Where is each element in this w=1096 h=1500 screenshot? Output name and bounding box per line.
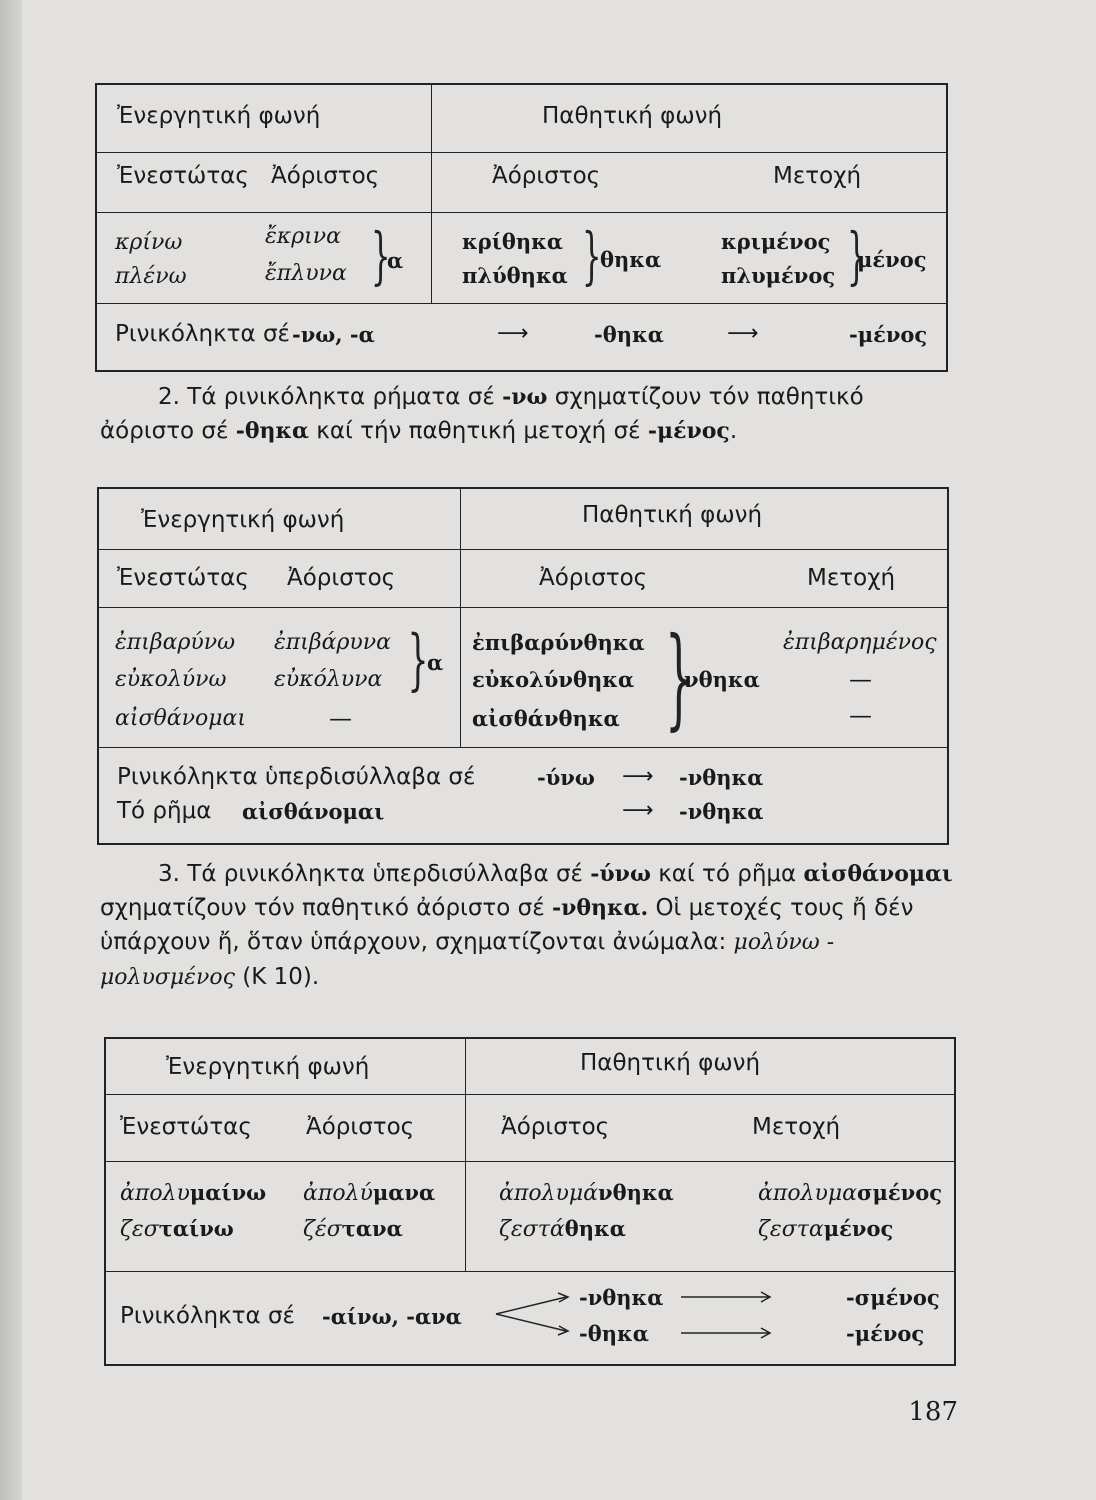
aorist-passive-ending: θηκα [600, 247, 662, 272]
col-aorist-passive: Ἀόριστος [501, 1114, 610, 1140]
passive-voice-header: Παθητική φωνή [542, 103, 723, 129]
present-form: κρίνω [115, 230, 183, 255]
active-voice-header: Ἐνεργητική φωνή [117, 103, 321, 129]
aorist-passive-ending: νθηκα [684, 667, 760, 692]
brace-icon: } [407, 621, 429, 698]
aorist-active-form: ζέστανα [303, 1216, 403, 1242]
table-1 [95, 83, 948, 372]
rule-participle: -μένος [846, 1321, 925, 1346]
passive-voice-header: Παθητική φωνή [580, 1050, 761, 1076]
paragraph-bold: -θηκα [235, 418, 309, 444]
col-participle: Μετοχή [752, 1114, 841, 1140]
col-participle: Μετοχή [773, 163, 862, 189]
fork-arrow-icon [496, 1291, 576, 1335]
paragraph-number: 3. [158, 861, 180, 887]
aorist-passive-form: εὐκολύνθηκα [472, 667, 635, 692]
present-form: εὐκολύνω [115, 667, 227, 692]
col-aorist-passive: Ἀόριστος [539, 565, 648, 591]
participle-form: — [849, 667, 872, 693]
paragraph-text: καί τό ρῆμα [658, 861, 797, 887]
brace-icon: } [665, 613, 693, 741]
rule-aorist: -θηκα [594, 322, 664, 347]
arrow-right-icon [681, 1291, 773, 1303]
participle-ending: μένος [857, 247, 927, 272]
paragraph-2 [100, 380, 955, 448]
rule-aorist: -νθηκα [579, 1285, 664, 1310]
paragraph-text: Τά ρινικόληκτα ρήματα σέ [187, 384, 495, 410]
aorist-active-form: ἔπλυνα [265, 261, 347, 286]
paragraph-bold: -ύνω [590, 861, 651, 887]
participle-form: πλυμένος [721, 263, 836, 288]
brace-icon: } [581, 219, 602, 292]
paragraph-ref: (Κ 10). [242, 964, 320, 990]
present-form: ἀπολυμαίνω [120, 1180, 267, 1206]
arrow-right-icon: ⟶ [622, 798, 654, 823]
rule-endings: -νω, -α [292, 322, 375, 347]
aorist-active-form: — [329, 706, 352, 732]
col-aorist-active: Ἀόριστος [271, 163, 380, 189]
paragraph-bold: -μένος [647, 418, 730, 444]
participle-form: ἀπολυμασμένος [758, 1180, 943, 1206]
col-participle: Μετοχή [807, 565, 896, 591]
rule-text: Ρινικόληκτα σέ [115, 321, 290, 347]
aorist-passive-form: ζεστάθηκα [499, 1216, 626, 1242]
aorist-passive-form: πλύθηκα [462, 263, 568, 288]
col-present: Ἐνεστώτας [117, 565, 249, 591]
arrow-right-icon: ⟶ [727, 321, 759, 346]
table-3 [104, 1037, 956, 1366]
paragraph-text: Οἱ μετοχές τους ἤ δέν ὑπάρχουν ἤ, ὅταν ὑπάρχουν, σχηματίζονται ἀνώμαλα: [100, 895, 914, 955]
brace-icon: } [846, 219, 867, 292]
paragraph-text: . [729, 418, 738, 444]
rule-result: -νθηκα [679, 799, 764, 824]
rule-endings: -αίνω, -ανα [322, 1304, 462, 1329]
rule-aorist: -θηκα [579, 1321, 649, 1346]
aorist-passive-form: ἀπολυμάνθηκα [499, 1180, 674, 1206]
present-form: πλένω [115, 264, 187, 289]
col-aorist-passive: Ἀόριστος [492, 163, 601, 189]
col-present: Ἐνεστώτας [120, 1114, 252, 1140]
rule-participle: -σμένος [846, 1285, 940, 1310]
active-voice-header: Ἐνεργητική φωνή [141, 507, 345, 533]
aorist-active-form: ἔκρινα [265, 224, 342, 249]
col-present: Ἐνεστώτας [117, 163, 249, 189]
rule-verb: αἰσθάνομαι [242, 799, 385, 824]
book-spine [0, 0, 22, 1500]
paragraph-number: 2. [158, 384, 180, 410]
rule-ending: -ύνω [537, 765, 595, 790]
participle-form: ζεσταμένος [758, 1216, 894, 1242]
participle-form: — [849, 703, 872, 729]
rule-participle: -μένος [849, 322, 928, 347]
col-aorist-active: Ἀόριστος [287, 565, 396, 591]
rule-text: Ρινικόληκτα σέ [120, 1303, 295, 1329]
aorist-active-ending: α [387, 248, 404, 273]
table-2 [97, 487, 949, 845]
arrow-right-icon: ⟶ [497, 321, 529, 346]
paragraph-text: Τά ρινικόληκτα ὑπερδισύλλαβα σέ [187, 861, 583, 887]
rule-text: Τό ρῆμα [117, 798, 212, 824]
present-form: αἰσθάνομαι [115, 706, 247, 731]
participle-form: κριμένος [721, 229, 831, 254]
paragraph-bold: -νω [502, 384, 548, 410]
arrow-right-icon [681, 1327, 773, 1339]
active-voice-header: Ἐνεργητική φωνή [166, 1054, 370, 1080]
present-form: ἐπιβαρύνω [115, 630, 236, 655]
participle-form: ἐπιβαρημένος [783, 630, 937, 655]
passive-voice-header: Παθητική φωνή [582, 502, 763, 528]
aorist-passive-form: κρίθηκα [462, 229, 564, 254]
paragraph-bold: αἰσθάνομαι [803, 861, 953, 887]
page-number: 187 [908, 1397, 958, 1427]
col-aorist-active: Ἀόριστος [306, 1114, 415, 1140]
present-form: ζεσταίνω [120, 1216, 234, 1242]
paragraph-3 [100, 857, 960, 995]
aorist-passive-form: αἰσθάνθηκα [472, 706, 620, 731]
paragraph-text: σχηματίζουν τόν παθητικό ἀόριστο σέ [100, 384, 864, 444]
rule-result: -νθηκα [679, 765, 764, 790]
aorist-active-ending: α [427, 650, 444, 675]
aorist-passive-form: ἐπιβαρύνθηκα [472, 630, 645, 655]
paragraph-text: καί τήν παθητική μετοχή σέ [316, 418, 641, 444]
arrow-right-icon: ⟶ [622, 764, 654, 789]
paragraph-text: σχηματίζουν τόν παθητικό ἀόριστο σέ [100, 895, 545, 921]
rule-text: Ρινικόληκτα ὑπερδισύλλαβα σέ [117, 764, 476, 790]
aorist-active-form: ἐπιβάρυνα [274, 630, 392, 655]
paragraph-example: μολύνω - μολυσμένος [100, 930, 835, 990]
aorist-active-form: εὐκόλυνα [274, 667, 383, 692]
paragraph-bold: -νθηκα. [551, 895, 649, 921]
aorist-active-form: ἀπολύμανα [303, 1180, 436, 1206]
brace-icon: } [370, 219, 391, 292]
